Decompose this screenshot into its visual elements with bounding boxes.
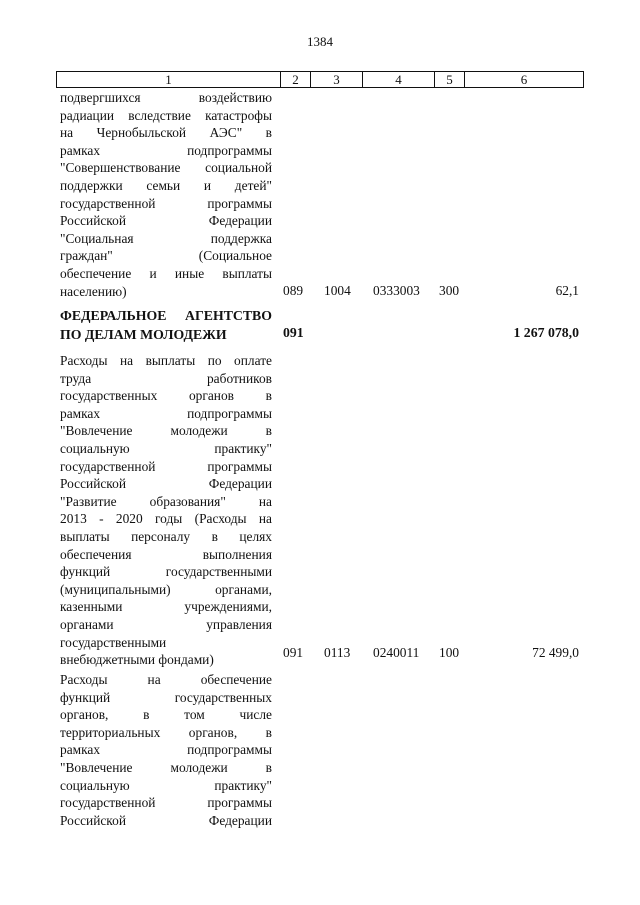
header-col-2: 2: [280, 72, 310, 87]
page-number: 1384: [307, 34, 333, 49]
text-line: труда работников: [60, 370, 272, 386]
header-col-1: 1: [165, 72, 172, 87]
text-line: органами управления: [60, 616, 272, 632]
text-line: выплаты персоналу в целях: [60, 528, 272, 544]
text-line: "Вовлечение молодежи в: [60, 423, 272, 439]
text-line: рамках подпрограммы: [60, 742, 272, 758]
text-line: "Развитие образования" на: [60, 493, 272, 509]
header-col-3: 3: [310, 72, 362, 87]
expense-type-code: 100: [439, 645, 460, 660]
text-line: Расходы на обеспечение: [60, 672, 272, 687]
amount-value: 62,1: [555, 283, 579, 298]
text-line: государственной программы: [60, 195, 272, 211]
text-line: Российской Федерации: [60, 213, 272, 229]
text-line: функций государственными: [60, 564, 272, 580]
text-line: внебюджетными фондами): [60, 652, 214, 668]
text-line: (муниципальными) органами,: [60, 581, 272, 597]
text-line: подвергшихся воздействию: [60, 90, 272, 105]
text-line: функций государственных: [60, 689, 272, 705]
text-line: ФЕДЕРАЛЬНОЕ АГЕНТСТВО: [60, 308, 272, 323]
text-line: обеспечения выполнения: [60, 546, 272, 562]
text-line: радиации вследствие катастрофы: [60, 107, 272, 123]
text-line: социальную практику": [60, 777, 272, 793]
agency-title: [60, 306, 272, 344]
amount-total: 1 267 078,0: [513, 325, 579, 340]
text-line: казенными учреждениями,: [60, 599, 272, 615]
text-line: государственными: [60, 634, 167, 650]
header-col-5: 5: [434, 72, 464, 87]
section-code: 1004: [324, 283, 351, 298]
text-line: государственных органов в: [60, 388, 272, 404]
text-line: органов, в том числе: [60, 707, 272, 723]
text-line: Расходы на выплаты по оплате: [60, 353, 272, 368]
gov-code: 091: [283, 325, 304, 340]
target-code: 0333003: [373, 283, 420, 298]
text-line: Российской Федерации: [60, 812, 272, 828]
row-description-salaries: [60, 352, 272, 669]
gov-code: 089: [283, 283, 304, 298]
text-line: государственной программы: [60, 458, 272, 474]
header-col-4: 4: [362, 72, 434, 87]
section-code: 0113: [324, 645, 351, 660]
text-line: 2013 - 2020 годы (Расходы на: [60, 511, 272, 527]
text-line: Российской Федерации: [60, 476, 272, 492]
table-header: [56, 71, 584, 88]
gov-code: 091: [283, 645, 304, 660]
expense-type-code: 300: [439, 283, 460, 298]
text-line: "Совершенствование социальной: [60, 160, 272, 176]
text-line: на Чернобыльской АЭС" в: [60, 125, 272, 141]
header-col-6: 6: [464, 72, 583, 87]
text-line: поддержки семьи и детей": [60, 177, 272, 193]
text-line: населению): [60, 283, 127, 299]
text-line: обеспечение и иные выплаты: [60, 265, 272, 281]
text-line: рамках подпрограммы: [60, 142, 272, 158]
text-line: социальную практику": [60, 440, 272, 456]
text-line: государственной программы: [60, 795, 272, 811]
row-description-functions: [60, 671, 272, 829]
text-line: граждан" (Социальное: [60, 248, 272, 264]
text-line: "Вовлечение молодежи в: [60, 759, 272, 775]
text-line: ПО ДЕЛАМ МОЛОДЕЖИ: [60, 327, 227, 342]
text-line: "Социальная поддержка: [60, 230, 272, 246]
row-description-chernobyl: [60, 89, 272, 300]
target-code: 0240011: [373, 645, 420, 660]
text-line: территориальных органов, в: [60, 724, 272, 740]
amount-value: 72 499,0: [532, 645, 579, 660]
text-line: рамках подпрограммы: [60, 405, 272, 421]
